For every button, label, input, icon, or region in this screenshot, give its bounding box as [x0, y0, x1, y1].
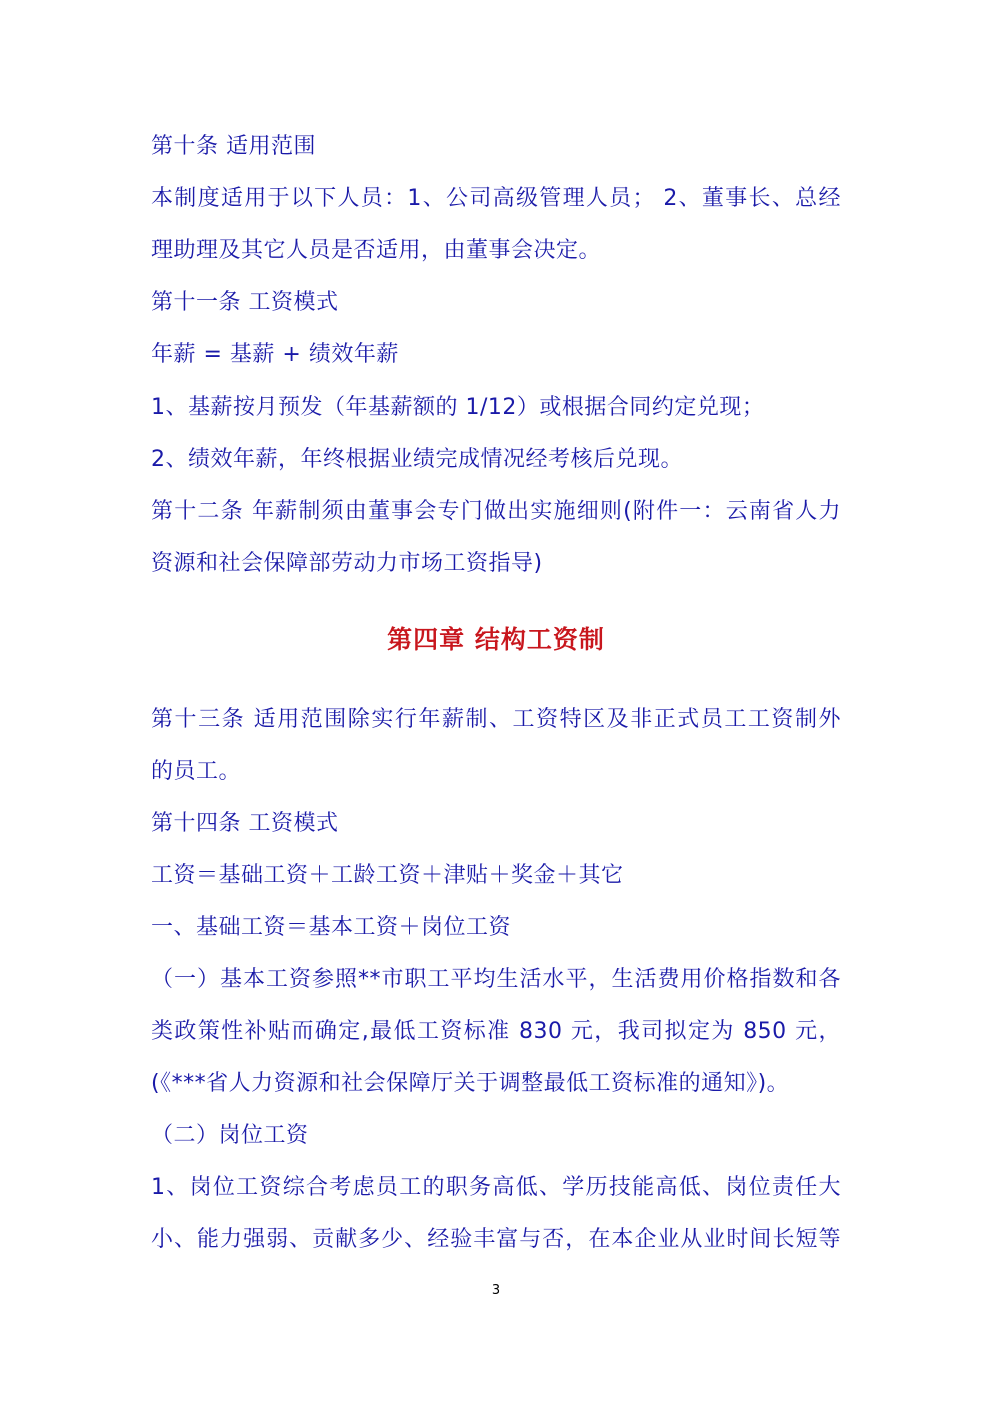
article-10-title: 第十条 适用范围: [151, 134, 316, 159]
formula-line: 一、基础工资＝基本工资＋岗位工资: [151, 915, 512, 940]
paragraph-line: 的员工。: [151, 759, 242, 784]
article-11-title: 第十一条 工资模式: [151, 290, 339, 315]
chapter-heading: 第四章 结构工资制: [387, 625, 605, 654]
formula-line: 工资＝基础工资＋工龄工资＋津贴＋奖金＋其它: [151, 863, 624, 888]
article-12-line: 第十二条 年薪制须由董事会专门做出实施细则(附件一：云南省人力: [151, 499, 841, 524]
article-14-title: 第十四条 工资模式: [151, 811, 339, 836]
paragraph-line: 类政策性补贴而确定,最低工资标准 830 元，我司拟定为 850 元，: [151, 1019, 841, 1044]
paragraph-line: （一）基本工资参照**市职工平均生活水平，生活费用价格指数和各: [151, 967, 841, 992]
paragraph-line: 1、岗位工资综合考虑员工的职务高低、学历技能高低、岗位责任大: [151, 1175, 841, 1200]
paragraph-line: 资源和社会保障部劳动力市场工资指导): [151, 551, 543, 576]
paragraph-line: (《***省人力资源和社会保障厅关于调整最低工资标准的通知》)。: [151, 1071, 790, 1096]
paragraph-line: 本制度适用于以下人员：1、公司高级管理人员； 2、董事长、总经: [151, 186, 841, 211]
article-13-line: 第十三条 适用范围除实行年薪制、工资特区及非正式员工工资制外: [151, 707, 841, 732]
paragraph-line: 1、基薪按月预发（年基薪额的 1/12）或根据合同约定兑现；: [151, 395, 765, 420]
subsection-title: （二）岗位工资: [151, 1123, 309, 1148]
paragraph-line: 小、能力强弱、贡献多少、经验丰富与否，在本企业从业时间长短等: [151, 1227, 841, 1252]
page-number: 3: [491, 1283, 501, 1298]
paragraph-line: 2、绩效年薪，年终根据业绩完成情况经考核后兑现。: [151, 447, 683, 472]
paragraph-line: 理助理及其它人员是否适用，由董事会决定。: [151, 238, 602, 263]
formula-line: 年薪 = 基薪 + 绩效年薪: [151, 342, 399, 367]
